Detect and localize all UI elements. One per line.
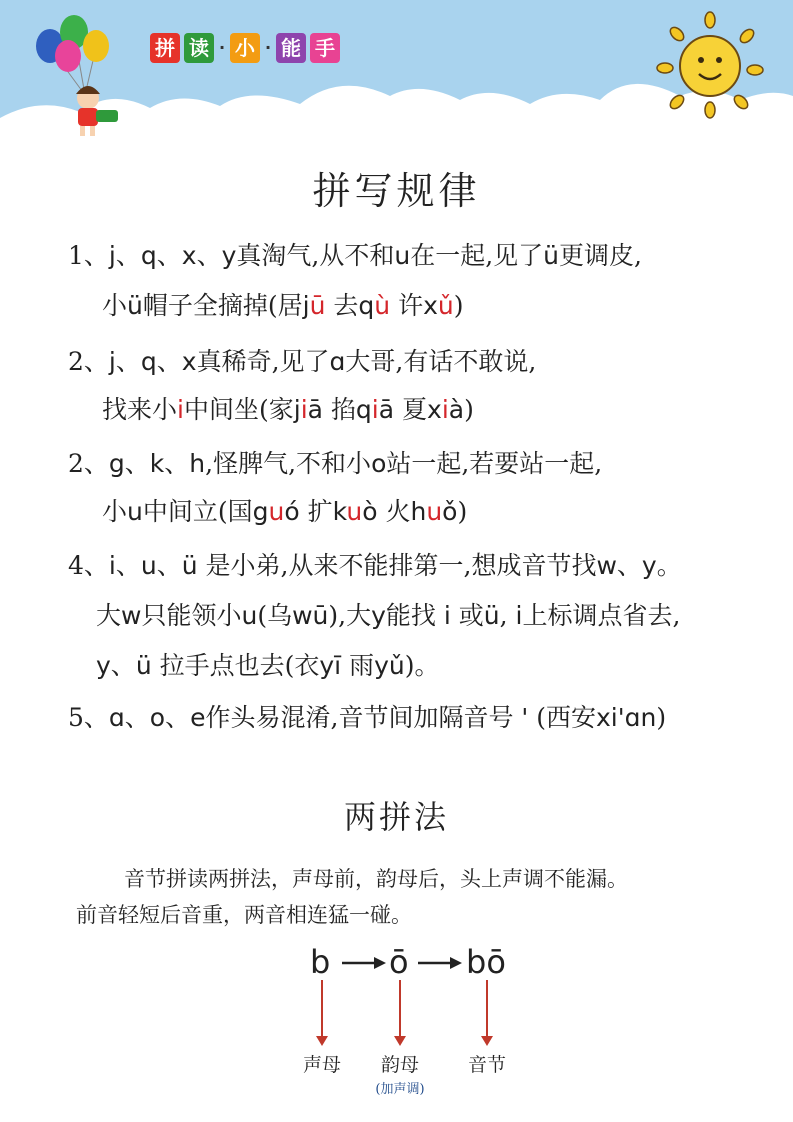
highlight-letter: ū xyxy=(309,291,326,320)
text-segment: 小 xyxy=(102,291,128,320)
text-segment: 中间坐(家 xyxy=(183,395,294,424)
paragraph-line-2: 前音轻短后音重，两音相连猛一碰。 xyxy=(76,903,412,927)
text-segment: 找来小 xyxy=(102,395,178,424)
text-segment: (西安 xyxy=(528,703,596,732)
banner-char: 手 xyxy=(310,33,340,63)
pinyin-text: j xyxy=(293,395,301,424)
pinyin-text: x xyxy=(423,291,438,320)
pinyin-text: wū xyxy=(292,601,329,630)
label-syllable: 音节 xyxy=(467,1054,506,1076)
pinyin-text: ò xyxy=(362,497,378,526)
pinyin-text: u xyxy=(127,497,143,526)
rule-number: 1、 xyxy=(68,241,109,270)
text-segment: 扩 xyxy=(299,497,333,526)
text-segment: 或 xyxy=(450,601,484,630)
text-segment: 、 xyxy=(110,651,136,680)
pinyin-text: u xyxy=(140,551,157,580)
text-segment: 、 xyxy=(124,703,150,732)
text-segment: 帽子全摘掉(居 xyxy=(142,291,303,320)
down-arrow-icon xyxy=(394,980,406,1046)
text-segment: 去 xyxy=(325,291,359,320)
highlight-letter: ù xyxy=(374,291,391,320)
highlight-letter: u xyxy=(268,497,285,526)
highlight-letter: u xyxy=(426,497,443,526)
down-arrow-icon xyxy=(316,980,328,1046)
text-segment: ) xyxy=(464,395,474,424)
pinyin-text: o xyxy=(149,703,166,732)
pinyin-text: ü xyxy=(483,601,500,630)
pinyin-text: ɑ xyxy=(108,703,125,732)
pinyin-text: ü xyxy=(135,651,152,680)
pinyin-text: x xyxy=(427,395,442,424)
pinyin-text: yī xyxy=(319,651,342,680)
text-segment: 中间立(国 xyxy=(142,497,253,526)
pinyin-text: ó xyxy=(284,497,300,526)
text-segment: 大哥,有话不敢说, xyxy=(345,347,537,376)
text-segment: 大 xyxy=(96,601,122,630)
initial-b: b xyxy=(310,943,331,981)
text-segment: (乌 xyxy=(257,601,293,630)
pinyin-text: g xyxy=(108,449,125,478)
text-segment: 火 xyxy=(377,497,411,526)
pinyin-text: x xyxy=(181,241,197,270)
paragraph-line-1: 音节拼读两拼法，声母前，韵母后，头上声调不能漏。 xyxy=(124,867,628,891)
text-segment: 、 xyxy=(156,241,182,270)
text-segment: ,怪脾气,不和小 xyxy=(205,449,372,478)
text-segment: 在一起,见了 xyxy=(410,241,544,270)
banner-char: 小 xyxy=(230,33,260,63)
pinyin-text: i xyxy=(443,601,451,630)
right-arrow-icon xyxy=(418,957,462,969)
pinyin-text: y xyxy=(371,601,386,630)
pinyin-text: y xyxy=(641,551,657,580)
text-segment: ) xyxy=(457,497,468,526)
highlight-letter: i xyxy=(441,395,449,424)
banner-char: 读 xyxy=(184,33,214,63)
pinyin-text: w xyxy=(596,551,617,580)
banner-char: 能 xyxy=(276,33,306,63)
text-segment: 许 xyxy=(390,291,424,320)
pinyin-text: j xyxy=(108,347,116,376)
pinyin-text: q xyxy=(140,241,157,270)
text-segment: 站一起,若要站一起, xyxy=(386,449,603,478)
pinyin-text: ā xyxy=(378,395,395,424)
pinyin-text: ā xyxy=(307,395,323,424)
pinyin-text: h xyxy=(410,497,427,526)
text-segment: 真稀奇,见了 xyxy=(196,347,330,376)
banner-char: 拼 xyxy=(150,33,180,63)
banner-dot: · xyxy=(218,38,226,57)
pinyin-text: u xyxy=(394,241,411,270)
pinyin-text: e xyxy=(190,703,206,732)
text-segment: 作头易混淆,音节间加隔音号 xyxy=(205,703,522,732)
pinyin-text: ɑ xyxy=(329,347,346,376)
text-segment: 夏 xyxy=(394,395,428,424)
right-arrow-icon xyxy=(342,957,386,969)
text-segment: 能找 xyxy=(385,601,444,630)
text-segment: ) xyxy=(656,703,667,732)
pinyin-text: k xyxy=(149,449,165,478)
pinyin-text: y xyxy=(221,241,237,270)
section-title: 两拼法 xyxy=(343,798,449,836)
pinyin-text: q xyxy=(140,347,157,376)
pinyin-text: h xyxy=(189,449,206,478)
pinyin-text: q xyxy=(355,395,372,424)
pinyin-text: à xyxy=(448,395,465,424)
rule-number: 4、 xyxy=(68,551,109,580)
pinyin-text: u xyxy=(241,601,258,630)
highlight-letter: i xyxy=(177,395,184,424)
down-arrow-icon xyxy=(481,980,493,1046)
text-segment: 只能领小 xyxy=(141,601,242,630)
highlight-letter: i xyxy=(371,395,379,424)
highlight-letter: ǔ xyxy=(437,291,454,320)
highlight-letter: u xyxy=(346,497,363,526)
pinyin-text: j xyxy=(108,241,116,270)
text-segment: 。 xyxy=(656,551,682,580)
text-segment: 、 xyxy=(164,449,190,478)
label-final: 韵母 xyxy=(380,1054,419,1076)
text-segment: ) xyxy=(453,291,464,320)
rule-number: 5、 xyxy=(68,703,109,732)
rule-number: 2、 xyxy=(68,347,109,376)
text-segment: 掐 xyxy=(322,395,356,424)
pinyin-text: ǒ xyxy=(442,497,458,526)
label-initial: 声母 xyxy=(302,1054,341,1076)
text-segment: 、 xyxy=(115,241,141,270)
page-title: 拼写规律 xyxy=(312,169,481,213)
final-o: ō xyxy=(389,943,409,981)
text-segment: 拉手点也去(衣 xyxy=(151,651,320,680)
text-segment: 雨 xyxy=(341,651,375,680)
pinyin-text: i xyxy=(515,601,523,630)
pinyin-text: k xyxy=(332,497,347,526)
highlight-letter: i xyxy=(300,395,308,424)
text-segment: 、 xyxy=(165,703,191,732)
pinyin-text: xi'ɑn xyxy=(595,703,657,732)
pinyin-text: g xyxy=(252,497,269,526)
text-segment: 、 xyxy=(616,551,642,580)
text-segment: 更调皮, xyxy=(559,241,642,270)
pinyin-text: i xyxy=(108,551,116,580)
text-segment: 上标调点省去, xyxy=(522,601,681,630)
pinyin-text: ü xyxy=(181,551,198,580)
rule-number: 2、 xyxy=(68,449,109,478)
text-segment: ),大 xyxy=(328,601,372,630)
pinyin-text: q xyxy=(358,291,375,320)
pinyin-text: j xyxy=(302,291,310,320)
text-segment: 、 xyxy=(196,241,222,270)
text-segment: 、 xyxy=(156,347,182,376)
text-segment: 、 xyxy=(115,347,141,376)
pinyin-text: ü xyxy=(543,241,559,270)
note-add-tone: (加声调) xyxy=(375,1082,425,1097)
text-segment: 小 xyxy=(102,497,128,526)
pinyin-text: ü xyxy=(127,291,143,320)
pinyin-text: x xyxy=(181,347,197,376)
text-segment: 、 xyxy=(124,449,150,478)
text-segment: 、 xyxy=(115,551,141,580)
pinyin-text: yǔ xyxy=(374,651,405,680)
text-segment: , xyxy=(499,601,516,630)
syllable-bo: bō xyxy=(466,943,506,981)
text-segment: 、 xyxy=(156,551,182,580)
text-segment: )。 xyxy=(404,651,440,680)
pinyin-text: w xyxy=(121,601,142,630)
pinyin-text: o xyxy=(371,449,387,478)
text-segment: 真淘气,从不和 xyxy=(236,241,395,270)
text-segment: 是小弟,从来不能排第一,想成音节找 xyxy=(197,551,597,580)
pinyin-text: y xyxy=(96,651,111,680)
banner-dot: · xyxy=(264,38,272,57)
pinyin-text: ' xyxy=(521,703,529,732)
